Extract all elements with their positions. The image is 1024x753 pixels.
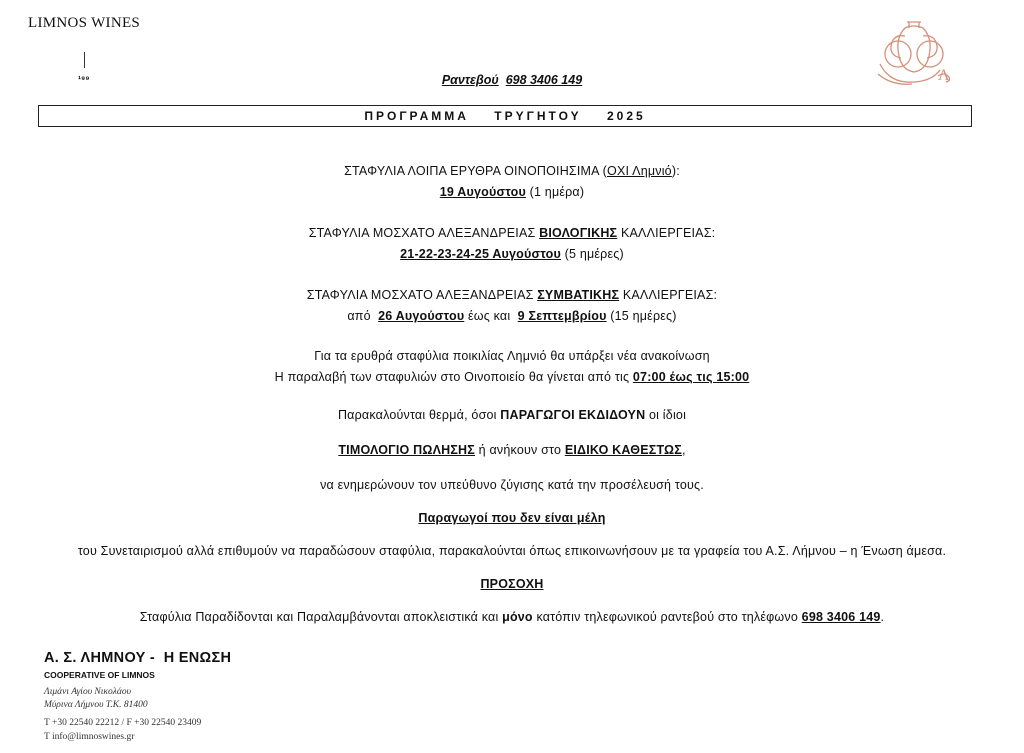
final-line: Σταφύλια Παραδίδονται και Παραλαμβάνονται αποκλειστικά και μόνο κατόπιν τηλεφωνικού ραντεβού στο τηλέφωνο 698 3406 149.	[139, 610, 885, 624]
brand-name: LIMNOS WINES	[28, 15, 141, 31]
conventional-emph: ΣΥΜΒΑΤΙΚΗΣ	[537, 288, 620, 302]
only-emph: μόνο	[502, 610, 533, 624]
special-regime-emph: ΕΙΔΙΚΟ ΚΑΘΕΣΤΩΣ	[564, 443, 682, 457]
footer-phones: T +30 22540 22212 / F +30 22540 23409	[44, 718, 202, 728]
header-glyph: ¹⁹⁹	[78, 74, 90, 84]
logo	[872, 14, 962, 94]
not-limnio: ΟΧΙ Λημνιό	[607, 164, 672, 178]
red-heading: ΣΤΑΦΥΛΙΑ ΛΟΙΠΑ ΕΡΥΘΡΑ ΟΙΝΟΠΟΙΗΣΙΜΑ (ΟΧΙ Λημνιό):	[344, 164, 680, 178]
hours-line: Η παραλαβή των σταφυλιών στο Οινοποιείο θα γίνεται από τις 07:00 έως τις 15:00	[274, 370, 750, 384]
nonmembers-heading: Παραγωγοί που δεν είναι μέλη	[418, 511, 606, 525]
header-divider	[84, 52, 85, 68]
appointment-label: Ραντεβού	[441, 73, 499, 87]
svg-text:Λ: Λ	[938, 67, 950, 84]
request-line: Παρακαλούνται θερμά, όσοι ΠΑΡΑΓΩΓΟΙ ΕΚΔΙΔΟΥΝ οι ίδιοι	[337, 408, 687, 422]
conventional-heading: ΣΤΑΦΥΛΙΑ ΜΟΣΧΑΤΟ ΑΛΕΞΑΝΔΡΕΙΑΣ ΣΥΜΒΑΤΙΚΗΣ ΚΑΛΛΙΕΡΓΕΙΑΣ:	[306, 288, 718, 302]
program-title-box	[38, 105, 972, 127]
appointment-line	[0, 73, 1024, 87]
invoice-emph: ΤΙΜΟΛΟΓΙΟ ΠΩΛΗΣΗΣ	[338, 443, 475, 457]
organic-emph: ΒΙΟΛΟΓΙΚΗΣ	[539, 226, 618, 240]
red-date: 19 Αυγούστου	[439, 185, 526, 199]
producers-emph: ΠΑΡΑΓΩΓΟΙ ΕΚΔΙΔΟΥΝ	[500, 408, 646, 422]
footer-org-name: Α. Σ. ΛΗΜΝΟΥ - Η ΕΝΩΣΗ	[44, 650, 232, 666]
conventional-date-to: 9 Σεπτεμβρίου	[517, 309, 607, 323]
nonmembers-text: του Συνεταιρισμού αλλά επιθυμούν να παραδώσουν σταφύλια, παρακαλούνται όπως επικοινωνήσουν με τα γραφεία του Α.Σ. Λήμνου – η Ένωση άμεσα.	[77, 544, 947, 558]
footer-address2: Μύρινα Λήμνου Τ.Κ. 81400	[44, 700, 148, 710]
organic-heading: ΣΤΑΦΥΛΙΑ ΜΟΣΧΑΤΟ ΑΛΕΞΑΝΔΡΕΙΑΣ ΒΙΟΛΟΓΙΚΗΣ ΚΑΛΛΙΕΡΓΕΙΑΣ:	[308, 226, 716, 240]
amphora-logo-icon	[872, 14, 962, 94]
conventional-date-line: από 26 Αυγούστου έως και 9 Σεπτεμβρίου (15 ημέρες)	[347, 309, 677, 323]
final-phone[interactable]: 698 3406 149	[801, 610, 881, 624]
footer-org-en: COOPERATIVE OF LIMNOS	[44, 670, 155, 680]
appointment-phone[interactable]: 698 3406 149	[505, 73, 583, 87]
delivery-hours: 07:00 έως τις 15:00	[632, 370, 750, 384]
footer-address1: Λιμάνι Αγίου Νικολάου	[44, 687, 131, 697]
organic-date-line: 21-22-23-24-25 Αυγούστου (5 ημέρες)	[400, 247, 624, 261]
limnio-note: Για τα ερυθρά σταφύλια ποικιλίας Λημνιό θα υπάρξει νέα ανακοίνωση	[314, 349, 710, 363]
attention-heading: ΠΡΟΣΟΧΗ	[480, 577, 544, 591]
inform-line: να ενημερώνουν τον υπεύθυνο ζύγισης κατά την προσέλευσή τους.	[320, 478, 704, 492]
conventional-date-from: 26 Αυγούστου	[378, 309, 465, 323]
program-title: ΠΡΟΓΡΑΜΜΑ ΤΡΥΓΗΤΟΥ 2025	[364, 109, 646, 123]
invoice-line: ΤΙΜΟΛΟΓΙΟ ΠΩΛΗΣΗΣ ή ανήκουν στο ΕΙΔΙΚΟ ΚΑΘΕΣΤΩΣ,	[338, 443, 686, 457]
footer-email[interactable]: T info@limnoswines.gr	[44, 732, 135, 742]
red-date-line: 19 Αυγούστου (1 ημέρα)	[439, 185, 585, 199]
organic-date: 21-22-23-24-25 Αυγούστου	[400, 247, 561, 261]
